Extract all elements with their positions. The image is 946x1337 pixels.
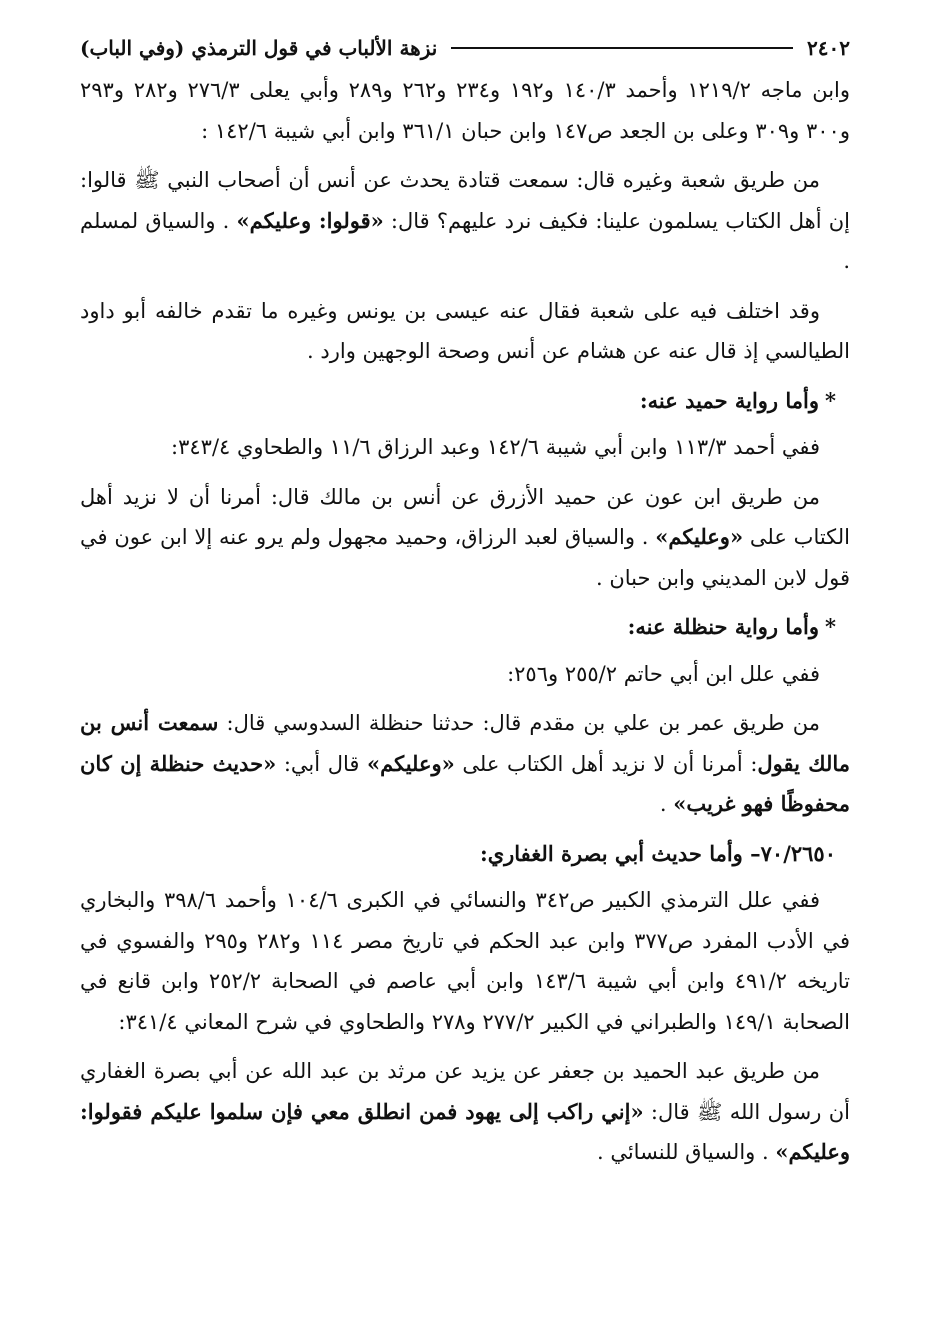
paragraph-hanzala-chain: من طريق عمر بن علي بن مقدم قال: حدثنا حنظلة السدوسي قال: سمعت أنس بن مالك يقول: أمرنا أن لا نزيد أهل الكتاب على «وعليكم» قال أبي: «حديث حنظلة إن كان محفوظًا فهو غريب» .: [80, 710, 850, 816]
section-heading-abu-basra: ٧٠/٢٦٥٠– وأما حديث أبي بصرة الغفاري:: [479, 840, 836, 866]
section-heading-hanzala: *وأما رواية حنظلة عنه:: [627, 614, 836, 639]
bold-quote: «وعليكم»: [655, 524, 744, 549]
star-marker: *: [825, 614, 836, 639]
page-number: ٢٤٠٢: [807, 36, 850, 60]
paragraph-hanzala-sources: ففي علل ابن أبي حاتم ٢٥٥/٢ و٢٥٦:: [507, 661, 820, 686]
body-text: [80, 70, 850, 1173]
paragraph-humayd-sources: ففي أحمد ١١٣/٣ وابن أبي شيبة ١٤٢/٦ وعبد الرزاق ١١/٦ والطحاوي ٣٤٣/٤:: [171, 435, 820, 459]
bold-quote: «حديث حنظلة إن كان محفوظًا فهو غريب»: [80, 750, 850, 816]
section-heading-humayd: *وأما رواية حميد عنه:: [639, 387, 836, 413]
bold-quote: «قولوا: وعليكم»: [236, 207, 384, 233]
paragraph-abu-basra-sources: ففي علل الترمذي الكبير ص٣٤٢ والنسائي في الكبرى ١٠٤/٦ وأحمد ٣٩٨/٦ والبخاري في الأدب المفرد ص٣٧٧ وابن عبد الحكم في تاريخ مصر ١١٤ و٢٨٢ و٢٩٥ والفسوي في تاريخه ٤٩١/٢ وابن أبي شيبة ١٤٣/٦ وابن أبي عاصم في الصحابة ٢٥٢/٢ وابن قانع في الصحابة ١٤٩/١ والطبراني في الكبير ٢٧٧/٢ و٢٧٨ والطحاوي في شرح المعاني ٣٤١/٤:: [80, 888, 850, 1034]
paragraph-sources-continued: وابن ماجه ١٢١٩/٢ وأحمد ١٤٠/٣ و١٩٢ و٢٣٤ و٢٦٢ و٢٨٩ وأبي يعلى ٢٧٦/٣ و٢٨٢ و٢٩٣ و٣٠٠ و٣٠٩ وعلى بن الجعد ص١٤٧ وابن حبان ٣٦١/١ وابن أبي شيبة ١٤٢/٦ :: [80, 78, 851, 143]
bold-phrase: سمعت أنس بن مالك يقول: [80, 710, 850, 776]
running-header: [80, 30, 850, 66]
paragraph-abu-basra-chain: من طريق عبد الحميد بن جعفر عن يزيد عن مرثد بن عبد الله عن أبي بصرة الغفاري أن رسول الله ﷺ قال: «إني راكب إلى يهود فمن انطلق معي فإن سلموا عليكم فقولوا: وعليكم» . والسياق للنسائي .: [80, 1059, 850, 1164]
paragraph-humayd-chain: من طريق ابن عون عن حميد الأزرق عن أنس بن مالك قال: أمرنا أن لا نزيد أهل الكتاب على «وعليكم» . والسياق لعبد الرزاق، وحميد مجهول ولم يرو عنه إلا ابن عون في قول لابن المديني وابن حبان .: [80, 484, 851, 590]
star-marker: *: [825, 387, 836, 413]
bold-quote: «إني راكب إلى يهود فمن انطلق معي فإن سلموا عليكم فقولوا: وعليكم»: [80, 1098, 850, 1164]
paragraph-shuba-chain: من طريق شعبة وغيره قال: سمعت قتادة يحدث عن أنس أن أصحاب النبي ﷺ قالوا: إن أهل الكتاب يسلمون علينا: فكيف نرد عليهم؟ قال: «قولوا: وعليكم» . والسياق لمسلم .: [80, 168, 850, 273]
paragraph-disagreement: وقد اختلف فيه على شعبة فقال عنه عيسى بن يونس وغيره ما تقدم خالفه أبو داود الطيالسي إذ قال عنه عن هشام عن أنس وصحة الوجهين وارد .: [80, 298, 850, 363]
header-rule: [451, 47, 793, 49]
bold-quote: «وعليكم»: [367, 750, 455, 776]
book-title: نزهة الألباب في قول الترمذي (وفي الباب): [80, 36, 438, 60]
